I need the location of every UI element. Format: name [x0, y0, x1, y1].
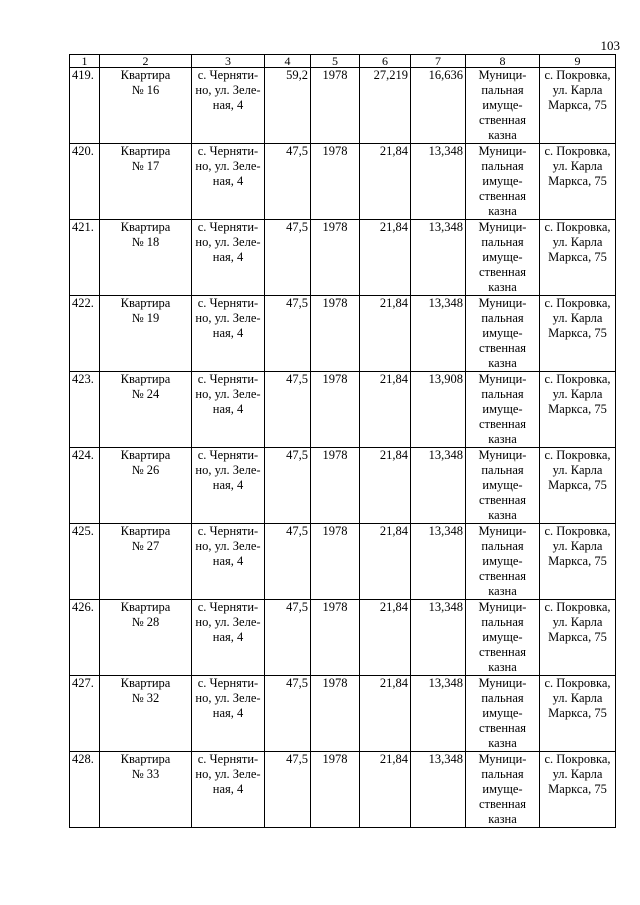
object-name-cell: Квартира № 33	[100, 752, 192, 828]
address-cell: с. Черняти- но, ул. Зеле- ная, 4	[192, 144, 265, 220]
ownership-basis-cell: Муници- пальная имуще- ственная казна	[466, 676, 540, 752]
column-header: 7	[411, 55, 466, 68]
residual-value-cell: 13,908	[411, 372, 466, 448]
address-cell: с. Черняти- но, ул. Зеле- ная, 4	[192, 676, 265, 752]
ownership-basis-cell: Муници- пальная имуще- ственная казна	[466, 144, 540, 220]
table-row	[70, 296, 616, 372]
book-value-cell: 21,84	[360, 524, 411, 600]
area-cell: 47,5	[265, 448, 311, 524]
ownership-basis-cell: Муници- пальная имуще- ственная казна	[466, 524, 540, 600]
address-cell: с. Черняти- но, ул. Зеле- ная, 4	[192, 68, 265, 144]
address-cell: с. Черняти- но, ул. Зеле- ная, 4	[192, 752, 265, 828]
address-cell: с. Черняти- но, ул. Зеле- ная, 4	[192, 296, 265, 372]
area-cell: 47,5	[265, 372, 311, 448]
address-cell: с. Черняти- но, ул. Зеле- ная, 4	[192, 600, 265, 676]
holder-address-cell: с. Покровка, ул. Карла Маркса, 75	[540, 676, 616, 752]
residual-value-cell: 13,348	[411, 752, 466, 828]
residual-value-cell: 13,348	[411, 220, 466, 296]
address-cell: с. Черняти- но, ул. Зеле- ная, 4	[192, 448, 265, 524]
holder-address-cell: с. Покровка, ул. Карла Маркса, 75	[540, 68, 616, 144]
residual-value-cell: 13,348	[411, 524, 466, 600]
object-name-cell: Квартира № 16	[100, 68, 192, 144]
page-number: 103	[600, 38, 620, 53]
area-cell: 47,5	[265, 144, 311, 220]
year-cell: 1978	[311, 752, 360, 828]
area-cell: 47,5	[265, 600, 311, 676]
area-cell: 59,2	[265, 68, 311, 144]
year-cell: 1978	[311, 372, 360, 448]
record-number-cell: 425.	[70, 524, 100, 600]
ownership-basis-cell: Муници- пальная имуще- ственная казна	[466, 220, 540, 296]
holder-address-cell: с. Покровка, ул. Карла Маркса, 75	[540, 752, 616, 828]
object-name-cell: Квартира № 32	[100, 676, 192, 752]
area-cell: 47,5	[265, 296, 311, 372]
book-value-cell: 21,84	[360, 600, 411, 676]
record-number-cell: 420.	[70, 144, 100, 220]
table-row	[70, 68, 616, 144]
residual-value-cell: 13,348	[411, 296, 466, 372]
property-registry-table	[69, 54, 616, 828]
ownership-basis-cell: Муници- пальная имуще- ственная казна	[466, 600, 540, 676]
object-name-cell: Квартира № 18	[100, 220, 192, 296]
year-cell: 1978	[311, 448, 360, 524]
area-cell: 47,5	[265, 676, 311, 752]
object-name-cell: Квартира № 24	[100, 372, 192, 448]
address-cell: с. Черняти- но, ул. Зеле- ная, 4	[192, 220, 265, 296]
column-header: 5	[311, 55, 360, 68]
record-number-cell: 426.	[70, 600, 100, 676]
book-value-cell: 21,84	[360, 144, 411, 220]
column-header: 2	[100, 55, 192, 68]
ownership-basis-cell: Муници- пальная имуще- ственная казна	[466, 296, 540, 372]
area-cell: 47,5	[265, 220, 311, 296]
object-name-cell: Квартира № 19	[100, 296, 192, 372]
object-name-cell: Квартира № 27	[100, 524, 192, 600]
book-value-cell: 21,84	[360, 220, 411, 296]
holder-address-cell: с. Покровка, ул. Карла Маркса, 75	[540, 524, 616, 600]
holder-address-cell: с. Покровка, ул. Карла Маркса, 75	[540, 448, 616, 524]
object-name-cell: Квартира № 26	[100, 448, 192, 524]
book-value-cell: 21,84	[360, 676, 411, 752]
table-row	[70, 524, 616, 600]
holder-address-cell: с. Покровка, ул. Карла Маркса, 75	[540, 296, 616, 372]
record-number-cell: 428.	[70, 752, 100, 828]
address-cell: с. Черняти- но, ул. Зеле- ная, 4	[192, 372, 265, 448]
holder-address-cell: с. Покровка, ул. Карла Маркса, 75	[540, 372, 616, 448]
year-cell: 1978	[311, 600, 360, 676]
table-row	[70, 676, 616, 752]
year-cell: 1978	[311, 144, 360, 220]
record-number-cell: 424.	[70, 448, 100, 524]
book-value-cell: 27,219	[360, 68, 411, 144]
object-name-cell: Квартира № 17	[100, 144, 192, 220]
holder-address-cell: с. Покровка, ул. Карла Маркса, 75	[540, 144, 616, 220]
column-header: 3	[192, 55, 265, 68]
ownership-basis-cell: Муници- пальная имуще- ственная казна	[466, 68, 540, 144]
residual-value-cell: 13,348	[411, 600, 466, 676]
ownership-basis-cell: Муници- пальная имуще- ственная казна	[466, 448, 540, 524]
book-value-cell: 21,84	[360, 372, 411, 448]
year-cell: 1978	[311, 296, 360, 372]
object-name-cell: Квартира № 28	[100, 600, 192, 676]
record-number-cell: 427.	[70, 676, 100, 752]
record-number-cell: 419.	[70, 68, 100, 144]
record-number-cell: 423.	[70, 372, 100, 448]
book-value-cell: 21,84	[360, 752, 411, 828]
residual-value-cell: 16,636	[411, 68, 466, 144]
column-header: 8	[466, 55, 540, 68]
record-number-cell: 422.	[70, 296, 100, 372]
table-row	[70, 752, 616, 828]
table-row	[70, 220, 616, 296]
table-row	[70, 144, 616, 220]
year-cell: 1978	[311, 524, 360, 600]
table-row	[70, 600, 616, 676]
record-number-cell: 421.	[70, 220, 100, 296]
table-row	[70, 448, 616, 524]
ownership-basis-cell: Муници- пальная имуще- ственная казна	[466, 372, 540, 448]
column-number-header-row	[70, 55, 616, 68]
book-value-cell: 21,84	[360, 448, 411, 524]
residual-value-cell: 13,348	[411, 144, 466, 220]
year-cell: 1978	[311, 676, 360, 752]
year-cell: 1978	[311, 68, 360, 144]
book-value-cell: 21,84	[360, 296, 411, 372]
ownership-basis-cell: Муници- пальная имуще- ственная казна	[466, 752, 540, 828]
address-cell: с. Черняти- но, ул. Зеле- ная, 4	[192, 524, 265, 600]
residual-value-cell: 13,348	[411, 448, 466, 524]
year-cell: 1978	[311, 220, 360, 296]
holder-address-cell: с. Покровка, ул. Карла Маркса, 75	[540, 600, 616, 676]
column-header: 6	[360, 55, 411, 68]
area-cell: 47,5	[265, 524, 311, 600]
table-row	[70, 372, 616, 448]
registry-table-body	[70, 68, 616, 828]
holder-address-cell: с. Покровка, ул. Карла Маркса, 75	[540, 220, 616, 296]
column-header: 4	[265, 55, 311, 68]
area-cell: 47,5	[265, 752, 311, 828]
column-header: 1	[70, 55, 100, 68]
column-header: 9	[540, 55, 616, 68]
residual-value-cell: 13,348	[411, 676, 466, 752]
